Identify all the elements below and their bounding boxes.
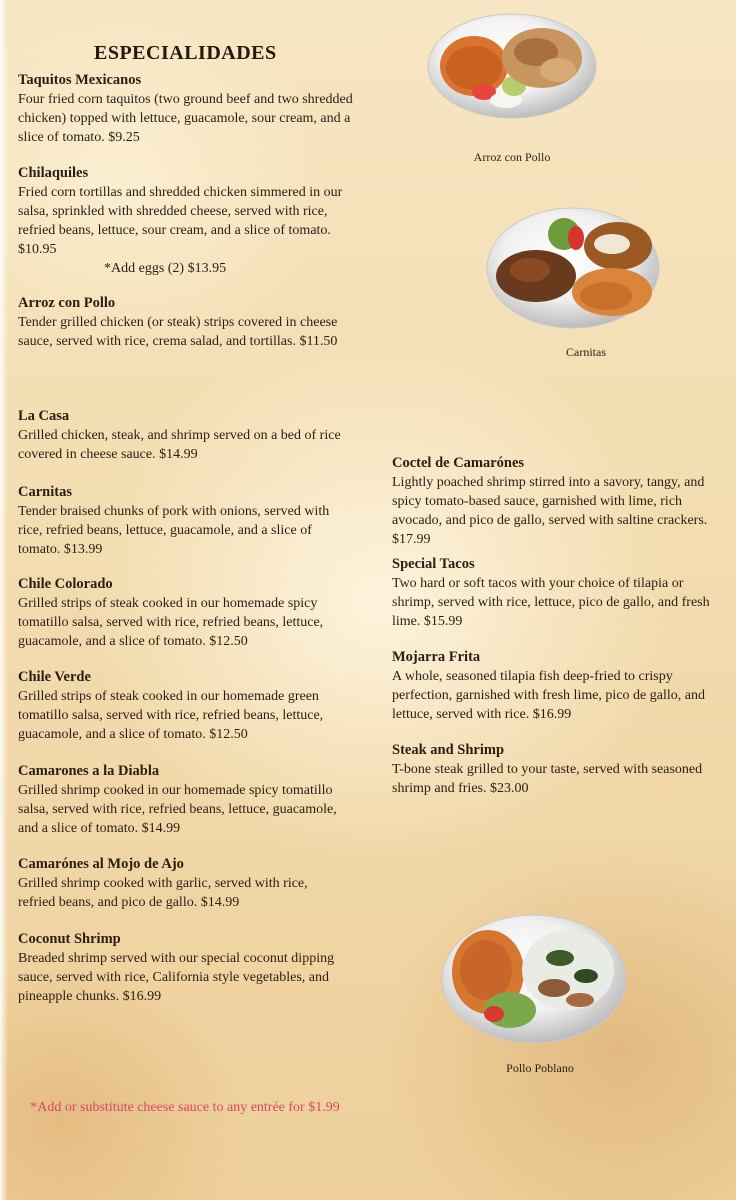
menu-item-taquitos-mexicanos — [18, 71, 358, 147]
item-description: Grilled chicken, steak, and shrimp served on a bed of rice covered in cheese sauce. $14.99 — [18, 428, 341, 462]
plate-image — [424, 8, 600, 120]
item-name: Chile Colorado — [18, 576, 113, 592]
item-name: Arroz con Pollo — [18, 295, 116, 311]
item-description: Grilled strips of steak cooked in our homemade green tomatillo salsa, served with rice, refried beans, lettuce, guacamole, and a slice of tomato. $12.50 — [18, 689, 324, 742]
item-name: Taquitos Mexicanos — [18, 72, 142, 88]
photo-carnitas — [484, 204, 662, 332]
item-description: Two hard or soft tacos with your choice of tilapia or shrimp, served with rice, lettuce, pico de gallo, and fresh lime. $15.99 — [392, 576, 710, 629]
plate-image — [484, 204, 662, 332]
menu-item-carnitas — [18, 483, 338, 559]
item-name: Coconut Shrimp — [18, 931, 121, 947]
item-description: T-bone steak grilled to your taste, served with seasoned shrimp and fries. $23.00 — [392, 762, 703, 796]
item-name: Camarónes al Mojo de Ajo — [18, 856, 184, 872]
item-description: Grilled strips of steak cooked in our homemade spicy tomatillo salsa, served with rice, refried beans, lettuce, guacamole, and a slice of tomato. $12.50 — [18, 596, 324, 649]
item-name: Coctel de Camarónes — [392, 455, 525, 471]
item-description: Breaded shrimp served with our special coconut dipping sauce, served with rice, California style vegetables, and pineapple chunks. $16.99 — [18, 951, 335, 1004]
paper-edge — [0, 0, 8, 1200]
item-name: Camarones a la Diabla — [18, 763, 160, 779]
item-description: Tender braised chunks of pork with onions, served with rice, refried beans, lettuce, guacamole, and a slice of tomato. $13.99 — [18, 504, 330, 557]
item-description: Tender grilled chicken (or steak) strips covered in cheese sauce, served with rice, crema salad, and tortillas. $11.50 — [18, 315, 338, 349]
menu-item-camarones-a-la-diabla — [18, 762, 358, 838]
cheese-sauce-note: *Add or substitute cheese sauce to any entrée for $1.99 — [30, 1100, 340, 1115]
item-description: Four fried corn taquitos (two ground beef and two shredded chicken) topped with lettuce, guacamole, sour cream, and a slice of tomato. $9.25 — [18, 92, 353, 145]
item-name: La Casa — [18, 408, 70, 424]
item-name: Carnitas — [18, 484, 72, 500]
menu-item-coconut-shrimp — [18, 930, 338, 1006]
menu-item-special-tacos — [392, 555, 722, 631]
item-name: Special Tacos — [392, 556, 475, 572]
menu-item-chilaquiles — [18, 164, 358, 278]
item-name: Chilaquiles — [18, 165, 89, 181]
caption-pollo-poblano: Pollo Poblano — [506, 1061, 574, 1075]
caption-arroz-con-pollo: Arroz con Pollo — [473, 150, 551, 164]
section-title: ESPECIALIDADES — [94, 42, 277, 64]
item-name: Mojarra Frita — [392, 649, 481, 665]
item-description: Lightly poached shrimp stirred into a savory, tangy, and spicy tomato-based sauce, garnished with lime, rich avocado, and pico de gallo, served with saltine crackers. $17.99 — [392, 475, 708, 547]
item-description: Fried corn tortillas and shredded chicken simmered in our salsa, sprinkled with shredded cheese, served with rice, refried beans, lettuce, sour cream, and a slice of tomato. $10.95 — [18, 185, 343, 257]
menu-item-arroz-con-pollo — [18, 294, 338, 351]
menu-item-chile-verde — [18, 668, 358, 744]
photo-arroz-con-pollo — [424, 8, 600, 120]
menu-item-mojarra-frita — [392, 648, 712, 724]
item-description: Grilled shrimp cooked with garlic, served with rice, refried beans, and pico de gallo. $14.99 — [18, 876, 308, 910]
item-name: Chile Verde — [18, 669, 91, 685]
menu-item-chile-colorado — [18, 575, 358, 651]
item-description: Grilled shrimp cooked in our homemade spicy tomatillo salsa, served with rice, refried beans, lettuce, guacamole, and a slice of tomato. $14.99 — [18, 783, 337, 836]
menu-item-coctel-de-camarones — [392, 454, 724, 549]
item-name: Steak and Shrimp — [392, 742, 505, 758]
menu-item-camarones-al-mojo-de-ajo — [18, 855, 338, 912]
photo-pollo-poblano — [438, 910, 630, 1048]
plate-image — [438, 910, 630, 1048]
item-description: A whole, seasoned tilapia fish deep-fried to crispy perfection, garnished with fresh lime, pico de gallo, and lettuce, served with rice. $16.99 — [392, 669, 705, 722]
item-extra-option: *Add eggs (2) $13.95 — [104, 261, 227, 276]
menu-item-steak-and-shrimp — [392, 741, 712, 798]
caption-carnitas: Carnitas — [566, 345, 606, 359]
menu-item-la-casa — [18, 407, 358, 464]
